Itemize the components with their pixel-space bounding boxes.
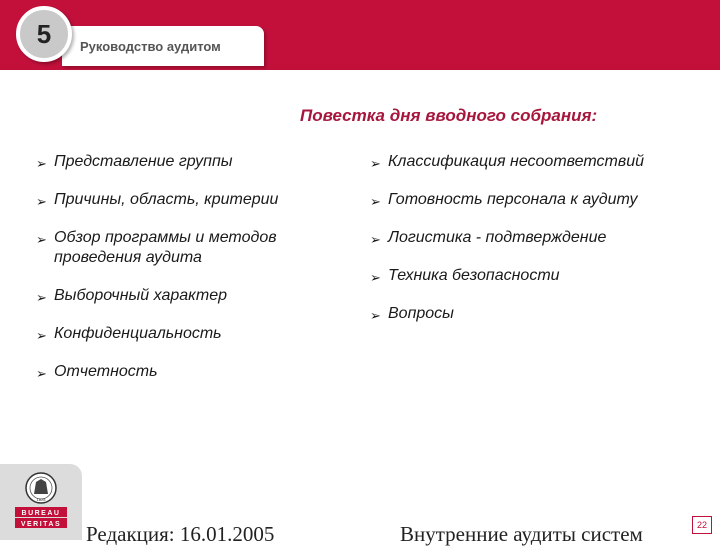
footer-edition: Редакция: 16.01.2005	[86, 522, 275, 546]
section-number-badge: 5	[16, 6, 72, 62]
svg-text:VERITAS: VERITAS	[20, 521, 62, 528]
list-item: ➢ Логистика - подтверждение	[368, 228, 698, 248]
footer-title: Внутренние аудиты систем	[400, 522, 643, 546]
list-item: ➢ Причины, область, критерии	[34, 190, 354, 210]
arrow-bullet-icon: ➢	[36, 194, 47, 209]
list-item: ➢ Обзор программы и методов проведения аудита	[36, 229, 277, 266]
agenda-title: Повестка дня вводного собрания:	[300, 106, 598, 125]
list-item: ➢ Готовность персонала к аудиту	[368, 190, 698, 210]
svg-text:1828: 1828	[36, 497, 46, 502]
agenda-list-right	[368, 152, 698, 342]
list-item: ➢ Представление группы	[34, 152, 354, 172]
page-number: 22	[692, 516, 712, 534]
list-item: ➢ Выборочный характер	[34, 286, 354, 306]
list-item: ➢ Конфиденциальность	[34, 324, 354, 344]
arrow-bullet-icon: ➢	[370, 194, 381, 209]
list-item: ➢ Классификация несоответствий	[368, 152, 698, 172]
bureau-veritas-logo	[14, 470, 68, 530]
section-title: Руководство аудитом	[80, 39, 221, 54]
arrow-bullet-icon: ➢	[36, 156, 47, 171]
list-item: ➢ Отчетность	[34, 362, 354, 382]
agenda-list-left	[34, 152, 354, 400]
arrow-bullet-icon: ➢	[370, 308, 381, 323]
arrow-bullet-icon: ➢	[36, 290, 47, 305]
list-item: ➢ Техника безопасности	[368, 266, 698, 286]
arrow-bullet-icon: ➢	[36, 232, 47, 247]
svg-text:BUREAU: BUREAU	[21, 510, 61, 517]
arrow-bullet-icon: ➢	[370, 270, 381, 285]
list-item: ➢ Вопросы	[368, 304, 698, 324]
arrow-bullet-icon: ➢	[370, 232, 381, 247]
arrow-bullet-icon: ➢	[370, 156, 381, 171]
arrow-bullet-icon: ➢	[36, 366, 47, 381]
arrow-bullet-icon: ➢	[36, 328, 47, 343]
